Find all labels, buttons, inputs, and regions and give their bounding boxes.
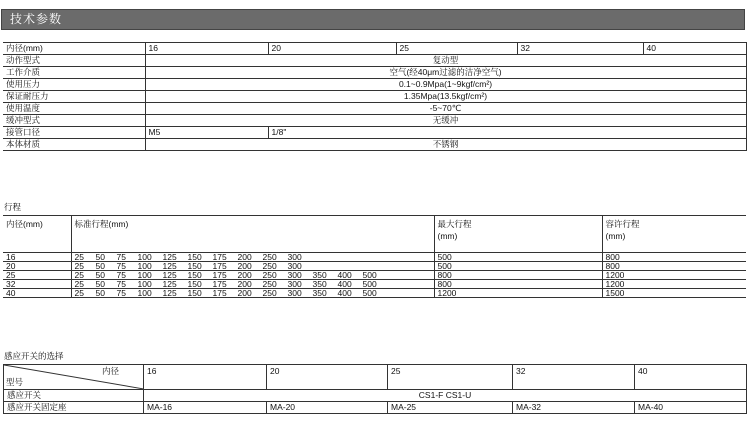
stroke-row xyxy=(3,271,746,280)
stroke-value: 200 xyxy=(237,270,252,280)
stroke-value: 100 xyxy=(137,252,152,262)
section-title: 技术参数 xyxy=(10,12,63,26)
spec-row xyxy=(3,115,746,127)
stroke-value: 250 xyxy=(262,261,277,271)
stroke-value: 125 xyxy=(162,261,177,271)
sensor-bore-16: 16 xyxy=(144,365,267,390)
spec-row xyxy=(3,55,746,67)
mount-25: MA-25 xyxy=(388,402,513,414)
spec-value: -5~70℃ xyxy=(145,103,746,115)
spec-label: 使用温度 xyxy=(3,103,145,115)
spec-row xyxy=(3,139,746,151)
stroke-value: 100 xyxy=(137,270,152,280)
stroke-bore: 16 xyxy=(3,253,71,262)
stroke-value: 100 xyxy=(137,261,152,271)
stroke-value: 75 xyxy=(116,252,126,262)
stroke-value: 75 xyxy=(116,279,126,289)
stroke-row xyxy=(3,253,746,262)
stroke-title: 行程 xyxy=(4,202,22,212)
sensor-switch-row xyxy=(4,390,747,402)
stroke-value: 100 xyxy=(137,279,152,289)
bore-32: 32 xyxy=(517,43,643,55)
stroke-allow: 800 xyxy=(602,262,746,271)
stroke-value: 250 xyxy=(262,288,277,298)
sensor-title: 感应开关的选择 xyxy=(4,351,64,361)
stroke-allow: 800 xyxy=(602,253,746,262)
sensor-bore-40: 40 xyxy=(635,365,747,390)
spec-value: 空气(经40μm过滤的洁净空气) xyxy=(145,67,746,79)
bore-25: 25 xyxy=(396,43,517,55)
bore-20: 20 xyxy=(268,43,396,55)
stroke-value: 200 xyxy=(237,288,252,298)
stroke-value: 175 xyxy=(212,288,227,298)
mount-label: 感应开关固定座 xyxy=(4,402,144,414)
stroke-value: 125 xyxy=(162,279,177,289)
stroke-value: 350 xyxy=(312,288,327,298)
bore-40: 40 xyxy=(643,43,746,55)
port-label: 接管口径 xyxy=(3,127,145,139)
stroke-value: 50 xyxy=(95,252,105,262)
spec-value: 1.35Mpa(13.5kgf/cm²) xyxy=(145,91,746,103)
stroke-value: 150 xyxy=(187,261,202,271)
stroke-value: 300 xyxy=(287,261,302,271)
stroke-value: 125 xyxy=(162,288,177,298)
mount-16: MA-16 xyxy=(144,402,267,414)
spec-table xyxy=(3,42,747,151)
spec-bore-row xyxy=(3,43,746,55)
stroke-value: 350 xyxy=(312,279,327,289)
stroke-bore: 40 xyxy=(3,289,71,298)
switch-label: 感应开关 xyxy=(4,390,144,402)
material-label: 本体材质 xyxy=(3,139,145,151)
switch-value: CS1-F CS1-U xyxy=(144,390,747,402)
stroke-std-list xyxy=(71,262,434,271)
stroke-value: 250 xyxy=(262,279,277,289)
stroke-value: 50 xyxy=(95,261,105,271)
stroke-value: 200 xyxy=(237,252,252,262)
sensor-bore-25: 25 xyxy=(388,365,513,390)
sensor-mount-row xyxy=(4,402,747,414)
stroke-value: 175 xyxy=(212,261,227,271)
stroke-value: 50 xyxy=(95,288,105,298)
stroke-value: 125 xyxy=(162,252,177,262)
sensor-bore-20: 20 xyxy=(267,365,388,390)
spec-value: 0.1~0.9Mpa(1~9kgf/cm²) xyxy=(145,79,746,91)
stroke-allow: 1200 xyxy=(602,271,746,280)
stroke-value: 125 xyxy=(162,270,177,280)
stroke-value: 175 xyxy=(212,270,227,280)
spec-label: 动作型式 xyxy=(3,55,145,67)
stroke-max: 1200 xyxy=(434,289,602,298)
stroke-value: 300 xyxy=(287,252,302,262)
stroke-max: 500 xyxy=(434,262,602,271)
stroke-table xyxy=(3,215,746,298)
stroke-bore: 32 xyxy=(3,280,71,289)
spec-value: 无缓冲 xyxy=(145,115,746,127)
stroke-value: 175 xyxy=(212,279,227,289)
spec-row xyxy=(3,79,746,91)
diagonal-line xyxy=(4,365,144,389)
bore-label: 内径(mm) xyxy=(3,43,145,55)
stroke-value: 300 xyxy=(287,270,302,280)
sensor-bore-32: 32 xyxy=(513,365,635,390)
stroke-value: 75 xyxy=(116,288,126,298)
stroke-max: 800 xyxy=(434,271,602,280)
stroke-max: 500 xyxy=(434,253,602,262)
spec-row xyxy=(3,91,746,103)
section-header-tech-params xyxy=(1,9,745,30)
stroke-row xyxy=(3,280,746,289)
stroke-bore: 20 xyxy=(3,262,71,271)
col-allow xyxy=(602,216,746,253)
material-value: 不锈钢 xyxy=(145,139,746,151)
mount-20: MA-20 xyxy=(267,402,388,414)
mount-40: MA-40 xyxy=(635,402,747,414)
stroke-value: 200 xyxy=(237,279,252,289)
stroke-value: 400 xyxy=(337,288,352,298)
spec-label: 使用压力 xyxy=(3,79,145,91)
spec-port-row xyxy=(3,127,746,139)
stroke-value: 400 xyxy=(337,279,352,289)
spec-row xyxy=(3,103,746,115)
spec-label: 工作介质 xyxy=(3,67,145,79)
stroke-value: 75 xyxy=(116,270,126,280)
stroke-value: 50 xyxy=(95,270,105,280)
stroke-bore: 25 xyxy=(3,271,71,280)
spec-value: 复动型 xyxy=(145,55,746,67)
stroke-value: 25 xyxy=(74,288,84,298)
stroke-std-list xyxy=(71,280,434,289)
col-max-unit: (mm) xyxy=(437,231,458,241)
bore-16: 16 xyxy=(145,43,268,55)
port-g18: 1/8" xyxy=(268,127,746,139)
sensor-table xyxy=(3,364,747,414)
stroke-std-list xyxy=(71,289,434,298)
stroke-value: 25 xyxy=(74,279,84,289)
stroke-max: 800 xyxy=(434,280,602,289)
corner-model-label: 型号 xyxy=(6,377,24,387)
col-allow-label: 容许行程 xyxy=(605,219,640,229)
stroke-row xyxy=(3,262,746,271)
spec-row xyxy=(3,67,746,79)
stroke-std-list xyxy=(71,253,434,262)
stroke-row xyxy=(3,289,746,298)
stroke-value: 500 xyxy=(362,279,377,289)
stroke-allow: 1200 xyxy=(602,280,746,289)
col-bore: 内径(mm) xyxy=(3,216,71,253)
stroke-value: 150 xyxy=(187,252,202,262)
stroke-value: 350 xyxy=(312,270,327,280)
stroke-value: 500 xyxy=(362,270,377,280)
stroke-value: 400 xyxy=(337,270,352,280)
stroke-value: 25 xyxy=(74,252,84,262)
spec-label: 保证耐压力 xyxy=(3,91,145,103)
mount-32: MA-32 xyxy=(513,402,635,414)
col-max xyxy=(434,216,602,253)
stroke-value: 300 xyxy=(287,279,302,289)
stroke-value: 50 xyxy=(95,279,105,289)
stroke-value: 150 xyxy=(187,288,202,298)
stroke-value: 300 xyxy=(287,288,302,298)
stroke-value: 75 xyxy=(116,261,126,271)
stroke-value: 175 xyxy=(212,252,227,262)
stroke-value: 150 xyxy=(187,270,202,280)
stroke-allow: 1500 xyxy=(602,289,746,298)
col-std: 标准行程(mm) xyxy=(71,216,434,253)
sensor-bore-row xyxy=(4,365,747,390)
col-allow-unit: (mm) xyxy=(605,231,626,241)
stroke-value: 25 xyxy=(74,270,84,280)
stroke-value: 500 xyxy=(362,288,377,298)
port-m5: M5 xyxy=(145,127,268,139)
stroke-value: 150 xyxy=(187,279,202,289)
stroke-value: 250 xyxy=(262,252,277,262)
stroke-std-list xyxy=(71,271,434,280)
stroke-header-row xyxy=(3,216,746,253)
stroke-value: 200 xyxy=(237,261,252,271)
stroke-value: 25 xyxy=(74,261,84,271)
corner-bore-label: 内径 xyxy=(101,366,119,376)
sensor-corner-cell xyxy=(4,365,144,390)
stroke-value: 250 xyxy=(262,270,277,280)
stroke-value: 100 xyxy=(137,288,152,298)
col-max-label: 最大行程 xyxy=(437,219,472,229)
spec-label: 缓冲型式 xyxy=(3,115,145,127)
